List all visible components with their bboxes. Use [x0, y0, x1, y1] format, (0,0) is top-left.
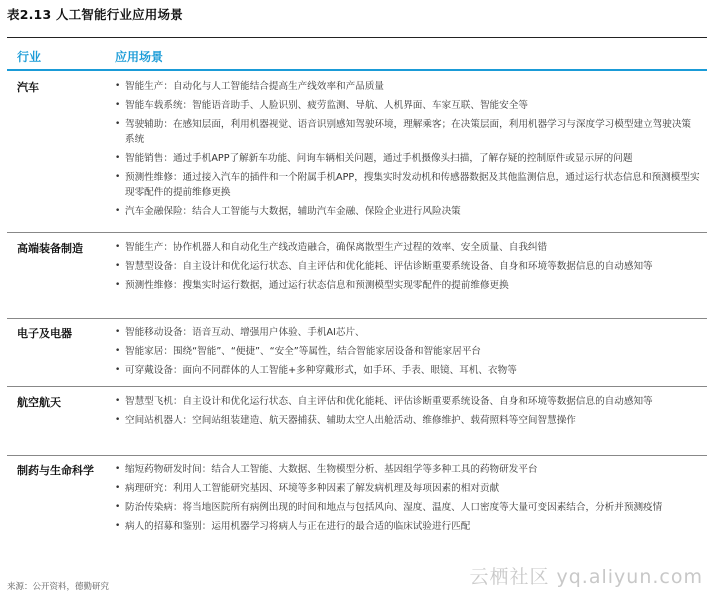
bullet-icon: • — [115, 81, 121, 91]
header-scenario: 应用场景 — [115, 50, 164, 64]
scenario-list — [115, 240, 700, 297]
list-item: • 病理研究：利用人工智能研究基因、环境等多种因素了解发病机理及每项因素的相对贡献 — [115, 483, 500, 494]
list-item: • 智能家居：围绕“智能”、“便捷”、“安全”等属性，结合智能家居设备和智能家居平台 — [115, 346, 482, 357]
row-separator — [7, 232, 707, 233]
bullet-icon: • — [115, 521, 121, 531]
list-item: • 智慧型飞机：自主设计和优化运行状态、自主评估和优化能耗、评估诊断重要系统设备、自身和环境等数据信息的自动感知等 — [115, 396, 653, 407]
list-item: • 智能生产：自动化与人工智能结合提高生产线效率和产品质量 — [115, 81, 385, 92]
list-item: • 缩短药物研发时间：结合人工智能、大数据、生物模型分析、基因组学等多种工具的药物研发平台 — [115, 464, 538, 475]
bullet-icon: • — [115, 464, 121, 474]
list-item: • 智能移动设备：语音互动、增强用户体验、手机AI芯片、 — [115, 327, 365, 338]
bullet-icon: • — [115, 327, 121, 337]
list-item: • 智能车载系统：智能语音助手、人脸识别、疲劳监测、导航、人机界面、车家互联、智能安全等 — [115, 100, 528, 111]
header-rule — [7, 69, 707, 71]
bullet-icon: • — [115, 100, 121, 110]
bullet-icon: • — [115, 502, 121, 512]
scenario-list — [115, 325, 700, 382]
list-item: • 驾驶辅助：在感知层面，利用机器视觉、语音识别感知驾驶环境，理解乘客；在决策层面，利用机器学习与深度学习模型建立驾驶决策系统 — [115, 119, 692, 145]
list-item: • 汽车金融保险：结合人工智能与大数据，辅助汽车金融、保险企业进行风险决策 — [115, 206, 461, 217]
section-name: 汽车 — [17, 81, 39, 94]
source-note: 来源：公开资料，德勤研究 — [7, 582, 110, 592]
bullet-icon: • — [115, 153, 121, 163]
list-item: • 可穿戴设备：面向不同群体的人工智能+多种穿戴形式，如手环、手表、眼镜、耳机、衣物等 — [115, 365, 517, 376]
row-separator — [7, 318, 707, 319]
watermark: 云栖社区 yq.aliyun.com — [469, 566, 703, 588]
bullet-icon: • — [115, 206, 121, 216]
list-item: • 病人的招募和鉴别：运用机器学习将病人与正在进行的最合适的临床试验进行匹配 — [115, 521, 471, 532]
bullet-icon: • — [115, 242, 121, 252]
row-separator — [7, 455, 707, 456]
list-item: • 智慧型设备：自主设计和优化运行状态、自主评估和优化能耗、评估诊断重要系统设备、自身和环境等数据信息的自动感知等 — [115, 261, 653, 272]
bullet-icon: • — [115, 261, 121, 271]
scenario-list — [115, 462, 700, 538]
bullet-icon: • — [115, 483, 121, 493]
section-name: 航空航天 — [17, 396, 61, 409]
scenario-list — [115, 79, 700, 223]
section-name: 电子及电器 — [17, 327, 72, 340]
bullet-icon: • — [115, 396, 121, 406]
list-item: • 空间站机器人：空间站组装建造、航天器捕获、辅助太空人出舱活动、维修维护、载荷照料等空间智慧操作 — [115, 415, 576, 426]
bullet-icon: • — [115, 415, 121, 425]
list-item: • 智能生产：协作机器人和自动化生产线改造融合，确保离散型生产过程的效率、安全质量、自我纠错 — [115, 242, 548, 253]
bullet-icon: • — [115, 119, 121, 129]
list-item: • 防治传染病：将当地医院所有病例出现的时间和地点与包括风向、湿度、温度、人口密度等大量可变因素结合，分析并预测疫情 — [115, 502, 663, 513]
list-item: • 预测性维修：通过接入汽车的插件和一个附属手机APP，搜集实时发动机和传感器数据及其他监测信息，通过运行状态信息和预测模型实现零配件的提前维修更换 — [115, 172, 700, 198]
section-name: 制药与生命科学 — [17, 464, 94, 477]
row-separator — [7, 386, 707, 387]
header-industry: 行业 — [17, 50, 42, 64]
scenario-list — [115, 394, 700, 432]
list-item: • 智能销售：通过手机APP了解新车功能、问询车辆相关问题，通过手机摄像头扫描，了解存疑的控制原件或显示屏的问题 — [115, 153, 633, 164]
table-title: 表2.13 人工智能行业应用场景 — [7, 7, 183, 22]
list-item: • 预测性维修：搜集实时运行数据，通过运行状态信息和预测模型实现零配件的提前维修更换 — [115, 280, 509, 291]
bullet-icon: • — [115, 346, 121, 356]
bullet-icon: • — [115, 172, 121, 182]
bullet-icon: • — [115, 365, 121, 375]
section-name: 高端装备制造 — [17, 242, 83, 255]
top-rule — [7, 37, 707, 38]
bullet-icon: • — [115, 280, 121, 290]
